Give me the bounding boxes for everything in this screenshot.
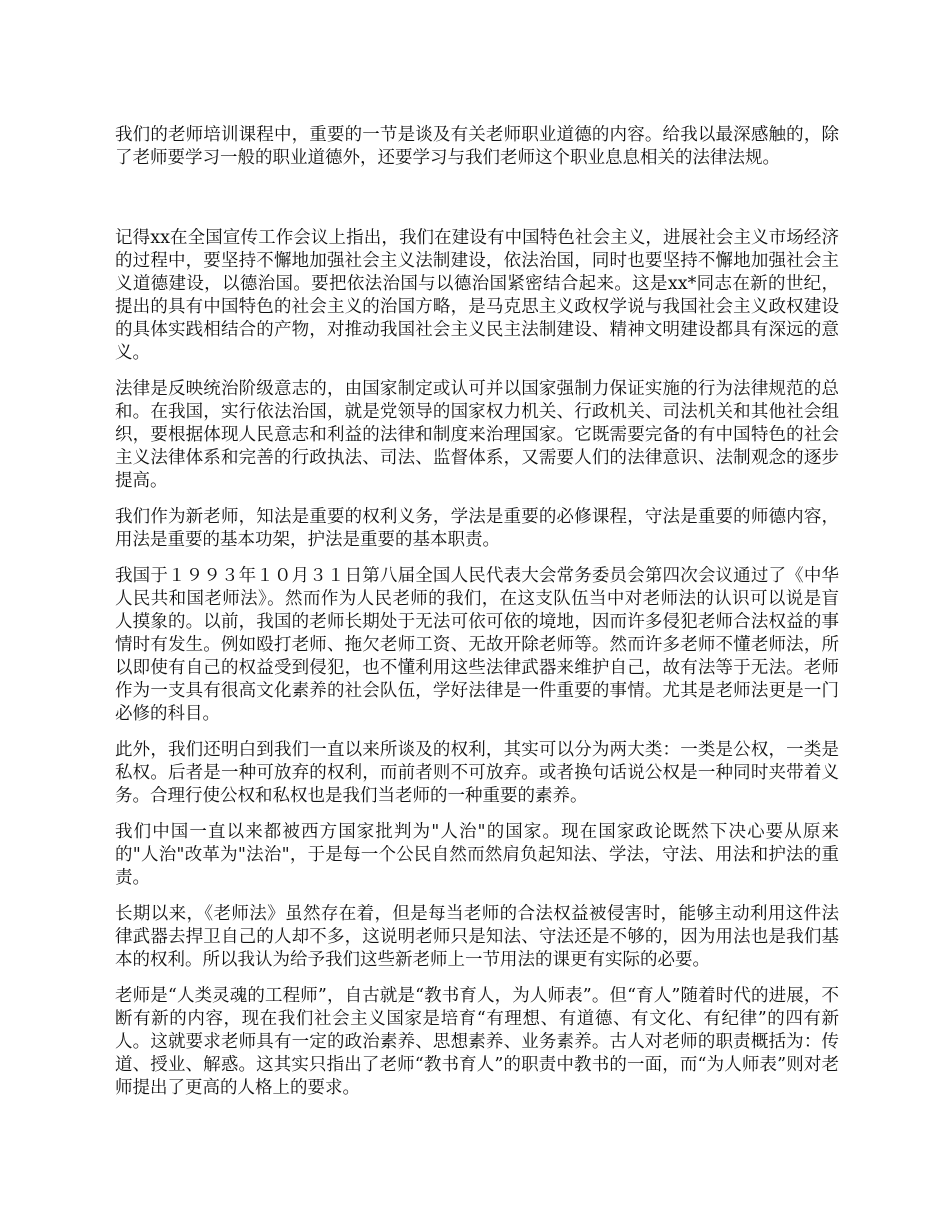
paragraph-rights-categories: 此外，我们还明白到我们一直以来所谈及的权利，其实可以分为两大类：一类是公权，一类是私权。后者是一种可放弃的权利，而前者则不可放弃。或者换句话说公权是一种同时夹带着义务。合理行使公权和私权也是我们当老师的一种重要的素养。 [115,740,839,806]
paragraph-teachers-law: 我国于１９９３年１０月３１日第八届全国人民代表大会常务委员会第四次会议通过了《中华人民共和国老师法》。然而作为人民老师的我们，在这支队伍当中对老师法的认识可以说是盲人摸象的。以前，我国的老师长期处于无法可依可依的境地，因而许多侵犯老师合法权益的事情时有发生。例如殴打老师、拖欠老师工资、无故开除老师等。然而许多老师不懂老师法，所以即使有自己的权益受到侵犯，也不懂利用这些法律武器来维护自己，故有法等于无法。老师作为一支具有很高文化素养的社会队伍，学好法律是一件重要的事情。尤其是老师法更是一门必修的科目。 [115,566,839,724]
document-body [115,124,839,1113]
paragraph-new-teacher-duties: 我们作为新老师，知法是重要的权利义务，学法是重要的必修课程，守法是重要的师德内容，用法是重要的基本功架，护法是重要的基本职责。 [115,507,839,550]
paragraph-intro: 我们的老师培训课程中，重要的一节是谈及有关老师职业道德的内容。给我以最深感触的，除了老师要学习一般的职业道德外，还要学习与我们老师这个职业息息相关的法律法规。 [115,125,839,168]
paragraph-rule-of-man: 我们中国一直以来都被西方国家批判为"人治"的国家。现在国家政论既然下决心要从原来的"人治"改革为"法治"，于是每一个公民自然而然肩负起知法、学法，守法、用法和护法的重责。 [115,822,839,888]
paragraph-law-definition: 法律是反映统治阶级意志的，由国家制定或认可并以国家强制力保证实施的行为法律规范的总和。在我国，实行依法治国，就是党领导的国家权力机关、行政机关、司法机关和其他社会组织，要根据体现人民意志和利益的法律和制度来治理国家。它既需要完备的有中国特色的社会主义法律体系和完善的行政执法、司法、监督体系，又需要人们的法律意识、法制观念的逐步提高。 [115,379,839,491]
paragraph-using-law: 长期以来，《老师法》虽然存在着，但是每当老师的合法权益被侵害时，能够主动利用这件法律武器去捍卫自己的人却不多，这说明老师只是知法、守法还是不够的，因为用法也是我们基本的权利。所以我认为给予我们这些新老师上一节用法的课更有实际的必要。 [115,904,839,970]
paragraph-gap [115,183,839,227]
paragraph-teacher-role: 老师是“人类灵魂的工程师”，自古就是“教书育人，为人师表”。但“育人”随着时代的进展，不断有新的内容，现在我们社会主义国家是培育“有理想、有道德、有文化、有纪律”的四有新人。这就要求老师具有一定的政治素养、思想素养、业务素养。古人对老师的职责概括为：传道、授业、解惑。这其实只指出了老师“教书育人”的职责中教书的一面，而“为人师表”则对老师提出了更高的人格上的要求。 [115,986,839,1098]
paragraph-rule-of-law: 记得xx在全国宣传工作会议上指出，我们在建设有中国特色社会主义，进展社会主义市场经济的过程中，要坚持不懈地加强社会主义法制建设，依法治国，同时也要坚持不懈地加强社会主义道德建设，以德治国。要把依法治国与以德治国紧密结合起来。这是xx*同志在新的世纪，提出的具有中国特色的社会主义的治国方略，是马克思主义政权学说与我国社会主义政权建设的具体实践相结合的产物，对推动我国社会主义民主法制建设、精神文明建设都具有深远的意义。 [115,228,839,363]
